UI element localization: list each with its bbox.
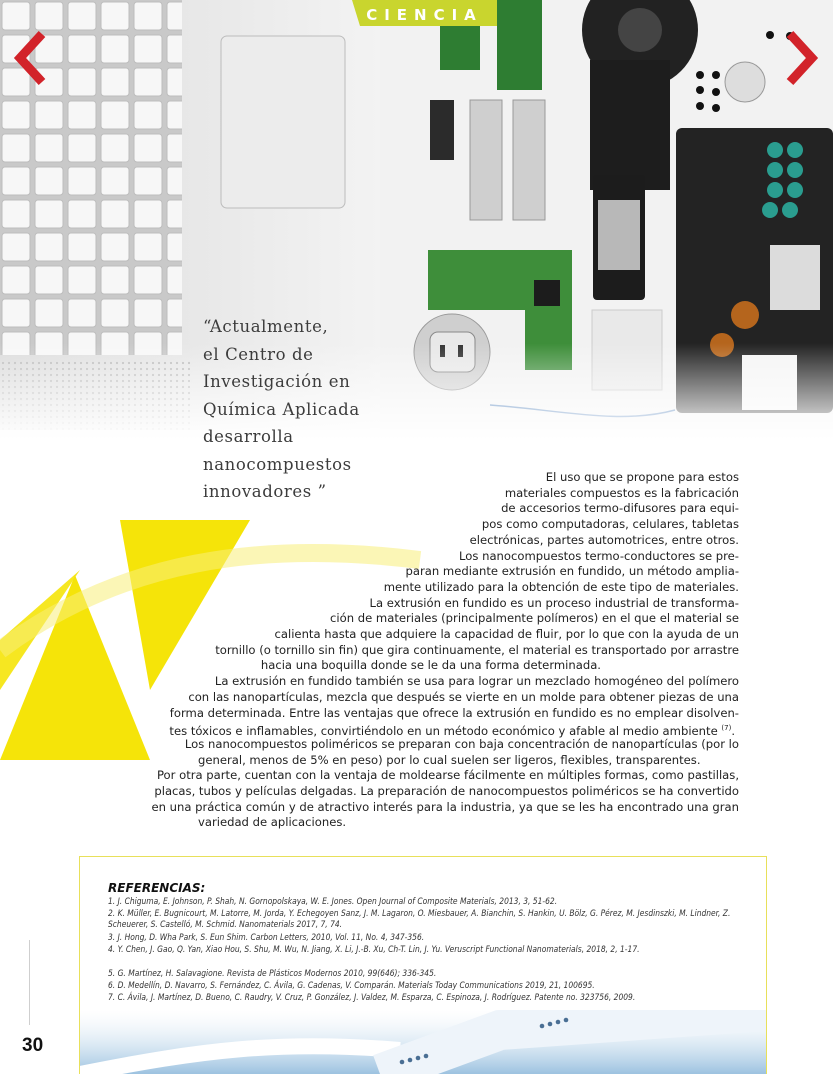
- body-line: con las nanopartículas, mezcla que después se vierte en un molde para obtener piezas de una: [188, 689, 739, 704]
- body-line: paran mediante extrusión en fundido, un método amplia-: [405, 564, 739, 579]
- citation-superscript: (7): [721, 724, 732, 733]
- body-line: electrónicas, partes automotrices, entre otros.: [469, 532, 739, 547]
- body-line: en una práctica común y de atractivo interés para la industria, ya que se les ha encontrado una gran: [151, 799, 739, 814]
- section-tag-label: CIENCIA: [366, 6, 483, 24]
- reference-item: 7. C. Ávila, J. Martínez, D. Bueno, C. Raudry, V. Cruz, P. González, J. Valdez, M. Esparza, C. Espinoza, J. Rodríguez. Patente no. 323756, 2009.: [108, 992, 636, 1002]
- hero-photo-electronics: [0, 0, 833, 440]
- usb-cable-photo: [80, 1010, 766, 1074]
- body-line: general, menos de 5% en peso) por lo cual suelen ser ligeros, flexibles, transparentes.: [198, 752, 701, 767]
- quote-line: “Actualmente,: [203, 317, 329, 336]
- body-line: materiales compuestos es la fabricación: [504, 485, 739, 500]
- body-line: El uso que se propone para estos: [545, 470, 739, 484]
- sentence-period: .: [731, 724, 735, 739]
- body-line: La extrusión en fundido también se usa para lograr un mezclado homogéneo del polímero: [214, 674, 739, 689]
- quote-line: el Centro de: [203, 344, 314, 364]
- reference-item: 6. D. Medellín, D. Navarro, S. Fernández, C. Ávila, G. Cadenas, V. Comparán. Materials Today Communications 2019, 21, 100695.: [108, 980, 595, 990]
- body-line: La extrusión en fundido es un proceso industrial de transforma-: [369, 595, 739, 610]
- body-line: pos como computadoras, celulares, tabletas: [481, 517, 739, 532]
- yellow-triangle-upper: [120, 520, 250, 690]
- body-line: Los nanocompuestos termo-conductores se pre-: [459, 548, 739, 563]
- quote-line: nanocompuestos: [203, 454, 352, 474]
- body-line: tornillo (o tornillo sin fin) que gira continuamente, el material es transportado por arrastre: [215, 642, 739, 657]
- page-number: 30: [22, 1035, 44, 1056]
- next-page-chevron-icon[interactable]: [782, 28, 822, 88]
- references-title: REFERENCIAS:: [108, 881, 206, 895]
- quote-line: desarrolla: [203, 427, 294, 446]
- body-line: de accesorios termo-difusores para equi-: [501, 501, 739, 516]
- body-line: hacia una boquilla donde se le da una forma determinada.: [260, 658, 601, 673]
- body-line: placas, tubos y películas delgadas. La preparación de nanocompuestos poliméricos se ha convertido: [154, 784, 739, 798]
- previous-page-chevron-icon[interactable]: [10, 28, 50, 88]
- reference-item: 2. K. Müller, E. Bugnicourt, M. Latorre, M. Jorda, Y. Echegoyen Sanz, J. M. Lagaron, O. Miesbauer, A. Bianchin, S. Hankin, U. Bölz, G. Pérez, M. Jesdinszki, M. Lindner, Z. Scheuerer, S. Castelló, M. Schmid. Nanomaterials 2017, 7, 74.: [108, 908, 731, 930]
- body-line: calienta hasta que adquiere la capacidad de fluir, por lo que con la ayuda de un: [274, 627, 739, 641]
- body-line-text: tes tóxicos e inflamables, convirtiéndolo en un método económico y afable al medio ambiente: [169, 724, 722, 739]
- quote-line: Química Aplicada: [203, 399, 360, 419]
- reference-item: 4. Y. Chen, J. Gao, Q. Yan, Xiao Hou, S. Shu, M. Wu, N. Jiang, X. Li, J.-B. Xu, Ch-T. Lin, J. Yu. Veruscript Functional Nanomaterials, 2018, 2, 1-17.: [108, 944, 640, 954]
- reference-item: 1. J. Chiguma, E. Johnson, P. Shah, N. Gornopolskaya, W. E. Jones. Open Journal of Composite Materials, 2013, 3, 51-62.: [108, 896, 558, 906]
- body-line: Por otra parte, cuentan con la ventaja de moldearse fácilmente en múltiples formas, como pastillas,: [156, 768, 739, 783]
- quote-line: Investigación en: [203, 372, 351, 391]
- reference-item: 3. J. Hong, D. Wha Park, S. Eun Shim. Carbon Letters, 2010, Vol. 11, No. 4, 347-356.: [108, 932, 425, 942]
- body-line: ción de materiales (principalmente polímeros) en el que el material se: [330, 611, 739, 626]
- pull-quote: [203, 313, 393, 506]
- quote-line: innovadores ”: [203, 482, 327, 501]
- body-line: forma determinada. Entre las ventajas que ofrece la extrusión en fundido es no emplear disolven-: [169, 705, 739, 720]
- side-rule: [29, 940, 30, 1025]
- body-line: mente utilizado para la obtención de este tipo de materiales.: [383, 579, 739, 594]
- body-line: variedad de aplicaciones.: [198, 815, 347, 830]
- reference-item: 5. G. Martínez, H. Salavagione. Revista de Plásticos Modernos 2010, 99(646); 336-345.: [108, 968, 437, 978]
- body-line: Los nanocompuestos poliméricos se preparan con baja concentración de nanopartículas (por lo: [184, 736, 739, 751]
